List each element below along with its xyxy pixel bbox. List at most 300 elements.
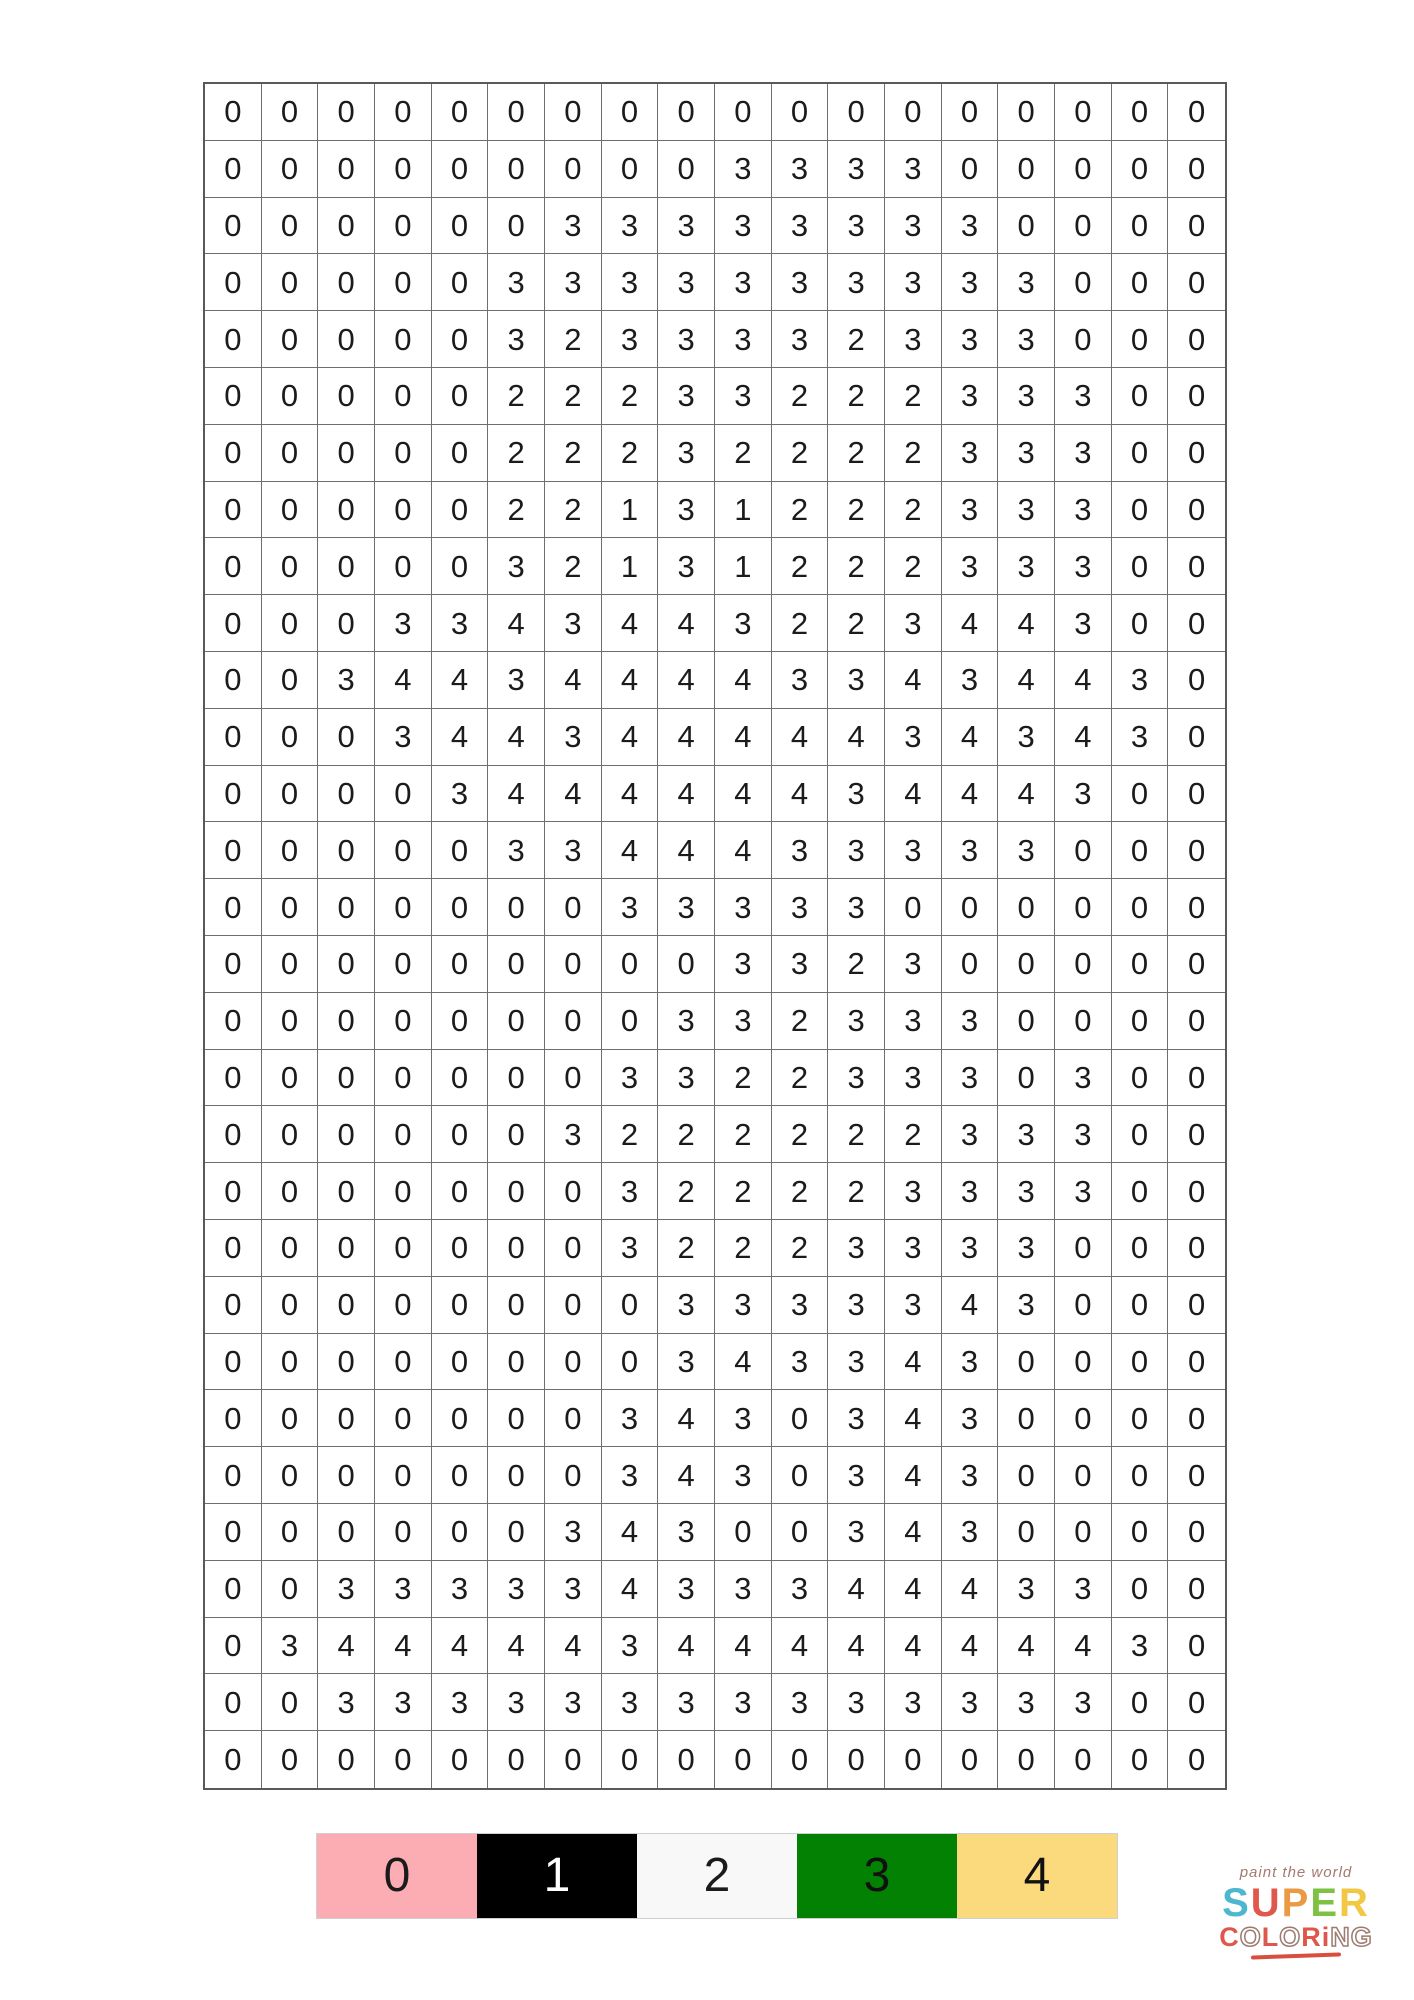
grid-cell: 0	[545, 1334, 602, 1391]
grid-cell: 3	[432, 1561, 489, 1618]
grid-cell: 0	[318, 936, 375, 993]
grid-cell: 4	[602, 1504, 659, 1561]
grid-cell: 2	[602, 1106, 659, 1163]
grid-cell: 3	[998, 425, 1055, 482]
grid-cell: 0	[262, 595, 319, 652]
grid-cell: 4	[885, 1334, 942, 1391]
grid-cell: 3	[602, 198, 659, 255]
grid-cell: 4	[432, 652, 489, 709]
grid-cell: 3	[828, 879, 885, 936]
grid-cell: 3	[772, 652, 829, 709]
grid-cell: 0	[488, 84, 545, 141]
grid-cell: 3	[1055, 1050, 1112, 1107]
grid-cell: 3	[715, 1561, 772, 1618]
grid-cell: 0	[772, 1504, 829, 1561]
grid-cell: 3	[602, 879, 659, 936]
grid-cell: 0	[1168, 1277, 1225, 1334]
grid-cell: 3	[828, 822, 885, 879]
grid-cell: 0	[488, 1390, 545, 1447]
grid-cell: 0	[1168, 652, 1225, 709]
grid-cell: 3	[318, 1674, 375, 1731]
grid-cell: 0	[1112, 482, 1169, 539]
grid-cell: 0	[602, 141, 659, 198]
grid-cell: 3	[488, 311, 545, 368]
grid-cell: 4	[885, 652, 942, 709]
grid-cell: 3	[658, 1561, 715, 1618]
grid-cell: 0	[885, 1731, 942, 1788]
grid-cell: 0	[488, 1334, 545, 1391]
grid-cell: 2	[715, 1050, 772, 1107]
grid-cell: 0	[262, 1390, 319, 1447]
grid-cell: 0	[1168, 1447, 1225, 1504]
grid-cell: 0	[1055, 822, 1112, 879]
grid-cell: 3	[545, 254, 602, 311]
grid-cell: 0	[205, 822, 262, 879]
grid-cell: 3	[828, 1390, 885, 1447]
grid-cell: 0	[318, 368, 375, 425]
grid-cell: 0	[262, 1674, 319, 1731]
grid-cell: 0	[1055, 254, 1112, 311]
grid-cell: 3	[1055, 368, 1112, 425]
grid-cell: 3	[658, 198, 715, 255]
grid-cell: 3	[602, 1390, 659, 1447]
grid-cell: 4	[1055, 652, 1112, 709]
grid-cell: 3	[828, 993, 885, 1050]
grid-cell: 0	[205, 1334, 262, 1391]
grid-cell: 0	[998, 1731, 1055, 1788]
grid-cell: 0	[375, 993, 432, 1050]
grid-cell: 3	[1112, 1618, 1169, 1675]
grid-cell: 0	[432, 84, 489, 141]
grid-cell: 0	[1168, 936, 1225, 993]
grid-cell: 0	[262, 766, 319, 823]
grid-cell: 0	[715, 1731, 772, 1788]
grid-cell: 3	[488, 1674, 545, 1731]
grid-cell: 2	[772, 993, 829, 1050]
grid-cell: 2	[488, 368, 545, 425]
grid-cell: 3	[772, 1277, 829, 1334]
grid-cell: 0	[318, 1731, 375, 1788]
grid-cell: 0	[375, 1731, 432, 1788]
grid-cell: 3	[658, 311, 715, 368]
grid-cell: 4	[488, 595, 545, 652]
grid-cell: 0	[318, 709, 375, 766]
logo-letter: P	[1281, 1881, 1311, 1925]
grid-cell: 4	[375, 1618, 432, 1675]
grid-cell: 3	[942, 1390, 999, 1447]
grid-cell: 3	[715, 595, 772, 652]
grid-cell: 4	[998, 595, 1055, 652]
grid-cell: 4	[545, 652, 602, 709]
grid-cell: 0	[318, 1050, 375, 1107]
grid-cell: 0	[1055, 993, 1112, 1050]
grid-cell: 0	[432, 936, 489, 993]
grid-cell: 0	[262, 1504, 319, 1561]
grid-cell: 0	[1168, 311, 1225, 368]
grid-cell: 0	[1168, 595, 1225, 652]
grid-cell: 4	[998, 1618, 1055, 1675]
grid-cell: 0	[375, 368, 432, 425]
grid-cell: 0	[658, 1731, 715, 1788]
grid-cell: 0	[432, 368, 489, 425]
grid-cell: 4	[828, 1561, 885, 1618]
grid-cell: 0	[488, 141, 545, 198]
grid-cell: 3	[998, 822, 1055, 879]
grid-cell: 3	[772, 936, 829, 993]
grid-cell: 4	[828, 1618, 885, 1675]
grid-cell: 0	[1112, 538, 1169, 595]
grid-cell: 2	[828, 482, 885, 539]
grid-cell: 0	[375, 1277, 432, 1334]
grid-cell: 0	[318, 1106, 375, 1163]
grid-cell: 0	[1112, 1106, 1169, 1163]
grid-cell: 3	[885, 254, 942, 311]
grid-cell: 0	[1168, 1618, 1225, 1675]
grid-cell: 3	[942, 1106, 999, 1163]
grid-cell: 2	[828, 936, 885, 993]
grid-cell: 2	[828, 311, 885, 368]
grid-cell: 3	[602, 1674, 659, 1731]
grid-cell: 0	[602, 993, 659, 1050]
grid-cell: 4	[885, 1390, 942, 1447]
grid-cell: 3	[1055, 766, 1112, 823]
grid-cell: 0	[545, 1731, 602, 1788]
grid-cell: 3	[942, 425, 999, 482]
grid-cell: 3	[1112, 652, 1169, 709]
grid-cell: 0	[318, 1390, 375, 1447]
grid-cell: 3	[658, 1334, 715, 1391]
grid-cell: 3	[772, 822, 829, 879]
grid-cell: 3	[375, 595, 432, 652]
grid-cell: 3	[942, 368, 999, 425]
grid-cell: 3	[432, 766, 489, 823]
logo-letter: S	[1222, 1881, 1251, 1925]
logo-letter: E	[1310, 1881, 1340, 1925]
grid-cell: 0	[432, 1334, 489, 1391]
grid-cell: 0	[432, 482, 489, 539]
grid-cell: 3	[545, 1674, 602, 1731]
grid-cell: 0	[375, 936, 432, 993]
grid-cell: 0	[488, 1050, 545, 1107]
grid-cell: 3	[828, 1220, 885, 1277]
grid-cell: 0	[205, 84, 262, 141]
grid-cell: 3	[1055, 1674, 1112, 1731]
grid-cell: 0	[1055, 1504, 1112, 1561]
logo-letter: R	[1339, 1881, 1370, 1925]
grid-cell: 3	[942, 198, 999, 255]
grid-cell: 3	[715, 936, 772, 993]
grid-cell: 0	[998, 936, 1055, 993]
grid-cell: 3	[885, 1050, 942, 1107]
grid-cell: 0	[1112, 1504, 1169, 1561]
grid-cell: 0	[1055, 198, 1112, 255]
grid-cell: 0	[262, 1277, 319, 1334]
grid-cell: 2	[715, 425, 772, 482]
grid-cell: 0	[998, 1447, 1055, 1504]
grid-cell: 0	[1168, 993, 1225, 1050]
grid-cell: 0	[205, 595, 262, 652]
grid-cell: 0	[318, 1277, 375, 1334]
grid-cell: 1	[602, 482, 659, 539]
grid-cell: 4	[545, 1618, 602, 1675]
grid-cell: 3	[488, 1561, 545, 1618]
grid-cell: 3	[885, 822, 942, 879]
grid-cell: 3	[772, 311, 829, 368]
grid-cell: 3	[262, 1618, 319, 1675]
grid-cell: 0	[942, 141, 999, 198]
grid-cell: 0	[1168, 709, 1225, 766]
grid-cell: 3	[658, 879, 715, 936]
grid-cell: 0	[828, 84, 885, 141]
grid-cell: 3	[942, 311, 999, 368]
grid-cell: 3	[998, 1561, 1055, 1618]
grid-cell: 0	[432, 538, 489, 595]
grid-cell: 0	[1055, 1447, 1112, 1504]
grid-cell: 0	[488, 1277, 545, 1334]
grid-cell: 0	[1055, 311, 1112, 368]
grid-cell: 3	[658, 538, 715, 595]
grid-cell: 0	[1112, 1220, 1169, 1277]
grid-cell: 3	[488, 254, 545, 311]
grid-cell: 0	[318, 538, 375, 595]
grid-cell: 0	[1168, 425, 1225, 482]
grid-cell: 0	[375, 1163, 432, 1220]
grid-cell: 4	[715, 652, 772, 709]
grid-cell: 0	[262, 538, 319, 595]
grid-cell: 3	[942, 652, 999, 709]
grid-cell: 0	[1168, 766, 1225, 823]
grid-cell: 0	[488, 1504, 545, 1561]
grid-cell: 0	[1112, 1277, 1169, 1334]
grid-cell: 3	[942, 254, 999, 311]
grid-cell: 3	[658, 425, 715, 482]
grid-cell: 0	[375, 84, 432, 141]
grid-cell: 3	[828, 1504, 885, 1561]
grid-cell: 0	[545, 1277, 602, 1334]
grid-cell: 3	[545, 1106, 602, 1163]
grid-cell: 0	[488, 198, 545, 255]
grid-cell: 3	[885, 1674, 942, 1731]
grid-cell: 4	[602, 652, 659, 709]
grid-cell: 4	[658, 766, 715, 823]
grid-cell: 2	[772, 1106, 829, 1163]
grid-cell: 3	[772, 879, 829, 936]
grid-cell: 4	[772, 1618, 829, 1675]
grid-cell: 0	[545, 1163, 602, 1220]
grid-cell: 0	[262, 141, 319, 198]
grid-cell: 0	[1112, 879, 1169, 936]
grid-cell: 0	[262, 254, 319, 311]
grid-cell: 2	[715, 1163, 772, 1220]
grid-cell: 0	[488, 936, 545, 993]
grid-cell: 0	[262, 822, 319, 879]
logo-underline-squiggle	[1251, 1953, 1341, 1960]
grid-cell: 3	[772, 1674, 829, 1731]
grid-cell: 0	[1168, 1163, 1225, 1220]
grid-cell: 3	[998, 1277, 1055, 1334]
grid-cell: 0	[998, 879, 1055, 936]
grid-cell: 0	[205, 368, 262, 425]
grid-cell: 0	[1112, 936, 1169, 993]
grid-cell: 0	[1112, 1674, 1169, 1731]
grid-cell: 0	[205, 482, 262, 539]
grid-cell: 3	[658, 482, 715, 539]
grid-cell: 4	[602, 766, 659, 823]
grid-cell: 4	[942, 766, 999, 823]
legend-swatch-3: 3	[797, 1834, 957, 1918]
grid-cell: 3	[1055, 1561, 1112, 1618]
grid-cell: 0	[432, 822, 489, 879]
grid-cell: 3	[942, 482, 999, 539]
grid-cell: 0	[1112, 595, 1169, 652]
grid-cell: 0	[432, 1220, 489, 1277]
grid-cell: 3	[1055, 425, 1112, 482]
grid-cell: 3	[885, 1163, 942, 1220]
logo-coloring-text	[1196, 1923, 1396, 1951]
grid-cell: 0	[1112, 84, 1169, 141]
grid-cell: 0	[205, 709, 262, 766]
grid-cell: 3	[885, 1220, 942, 1277]
grid-cell: 0	[432, 141, 489, 198]
grid-cell: 4	[942, 709, 999, 766]
grid-cell: 3	[1055, 482, 1112, 539]
grid-cell: 4	[885, 1561, 942, 1618]
logo-letter: O	[1279, 1922, 1302, 1952]
grid-cell: 4	[998, 766, 1055, 823]
grid-cell: 4	[432, 1618, 489, 1675]
grid-cell: 3	[375, 1561, 432, 1618]
grid-cell: 3	[715, 1447, 772, 1504]
grid-cell: 3	[432, 595, 489, 652]
grid-cell: 0	[1112, 1390, 1169, 1447]
grid-cell: 0	[375, 822, 432, 879]
grid-cell: 0	[942, 936, 999, 993]
grid-cell: 3	[602, 1220, 659, 1277]
grid-cell: 0	[1055, 1220, 1112, 1277]
grid-cell: 0	[488, 993, 545, 1050]
grid-cell: 3	[885, 936, 942, 993]
logo-letter: G	[1350, 1922, 1373, 1952]
grid-cell: 1	[715, 482, 772, 539]
grid-cell: 0	[1112, 1731, 1169, 1788]
grid-cell: 0	[1112, 198, 1169, 255]
grid-cell: 2	[828, 595, 885, 652]
grid-cell: 3	[942, 1504, 999, 1561]
grid-cell: 3	[828, 766, 885, 823]
grid-cell: 0	[432, 1163, 489, 1220]
grid-cell: 4	[942, 1277, 999, 1334]
grid-cell: 3	[375, 1674, 432, 1731]
grid-cell: 4	[488, 1618, 545, 1675]
grid-cell: 3	[375, 709, 432, 766]
grid-cell: 3	[772, 1561, 829, 1618]
grid-cell: 0	[262, 709, 319, 766]
grid-cell: 2	[658, 1220, 715, 1277]
grid-cell: 3	[828, 198, 885, 255]
grid-cell: 3	[998, 311, 1055, 368]
grid-cell: 0	[262, 936, 319, 993]
grid-cell: 0	[318, 482, 375, 539]
grid-cell: 0	[318, 879, 375, 936]
grid-cell: 0	[942, 84, 999, 141]
grid-cell: 0	[432, 311, 489, 368]
grid-cell: 3	[715, 311, 772, 368]
grid-cell: 4	[602, 595, 659, 652]
logo-super-text	[1196, 1883, 1396, 1923]
grid-cell: 0	[942, 1731, 999, 1788]
grid-cell: 0	[432, 1731, 489, 1788]
grid-cell: 4	[545, 766, 602, 823]
grid-cell: 0	[432, 1390, 489, 1447]
grid-cell: 3	[885, 1277, 942, 1334]
grid-cell: 0	[772, 1390, 829, 1447]
grid-cell: 3	[715, 1674, 772, 1731]
grid-cell: 0	[375, 141, 432, 198]
grid-cell: 0	[318, 1334, 375, 1391]
grid-cell: 0	[1112, 1334, 1169, 1391]
grid-cell: 3	[1055, 595, 1112, 652]
grid-cell: 4	[715, 709, 772, 766]
grid-cell: 3	[772, 254, 829, 311]
grid-cell: 0	[318, 993, 375, 1050]
grid-cell: 0	[205, 1447, 262, 1504]
grid-cell: 0	[488, 1220, 545, 1277]
grid-cell: 3	[942, 1050, 999, 1107]
grid-cell: 2	[715, 1106, 772, 1163]
grid-cell: 2	[772, 538, 829, 595]
grid-cell: 0	[772, 1447, 829, 1504]
grid-cell: 0	[715, 84, 772, 141]
grid-cell: 0	[205, 141, 262, 198]
grid-cell: 0	[432, 425, 489, 482]
grid-cell: 3	[998, 538, 1055, 595]
logo-letter: C	[1219, 1922, 1240, 1952]
grid-cell: 3	[942, 1447, 999, 1504]
grid-cell: 0	[545, 84, 602, 141]
grid-cell: 0	[1168, 1334, 1225, 1391]
grid-cell: 0	[1168, 254, 1225, 311]
grid-cell: 0	[375, 198, 432, 255]
grid-cell: 3	[885, 595, 942, 652]
grid-cell: 2	[602, 425, 659, 482]
grid-cell: 4	[715, 1618, 772, 1675]
grid-cell: 0	[205, 538, 262, 595]
grid-cell: 0	[205, 652, 262, 709]
grid-cell: 4	[602, 709, 659, 766]
grid-cell: 0	[318, 198, 375, 255]
grid-cell: 0	[488, 1163, 545, 1220]
grid-cell: 2	[772, 1050, 829, 1107]
grid-cell: 3	[942, 993, 999, 1050]
grid-cell: 3	[715, 141, 772, 198]
grid-cell: 2	[715, 1220, 772, 1277]
grid-cell: 0	[602, 936, 659, 993]
grid-cell: 0	[1168, 368, 1225, 425]
grid-cell: 0	[602, 1731, 659, 1788]
grid-cell: 0	[488, 1106, 545, 1163]
grid-cell: 0	[205, 1731, 262, 1788]
grid-cell: 0	[1055, 879, 1112, 936]
grid-cell: 0	[432, 879, 489, 936]
grid-cell: 3	[1055, 1106, 1112, 1163]
grid-cell: 0	[205, 1390, 262, 1447]
grid-cell: 0	[1168, 1504, 1225, 1561]
grid-cell: 3	[772, 141, 829, 198]
grid-cell: 0	[488, 1731, 545, 1788]
grid-cell: 0	[205, 1163, 262, 1220]
grid-cell: 2	[545, 311, 602, 368]
grid-cell: 4	[658, 822, 715, 879]
